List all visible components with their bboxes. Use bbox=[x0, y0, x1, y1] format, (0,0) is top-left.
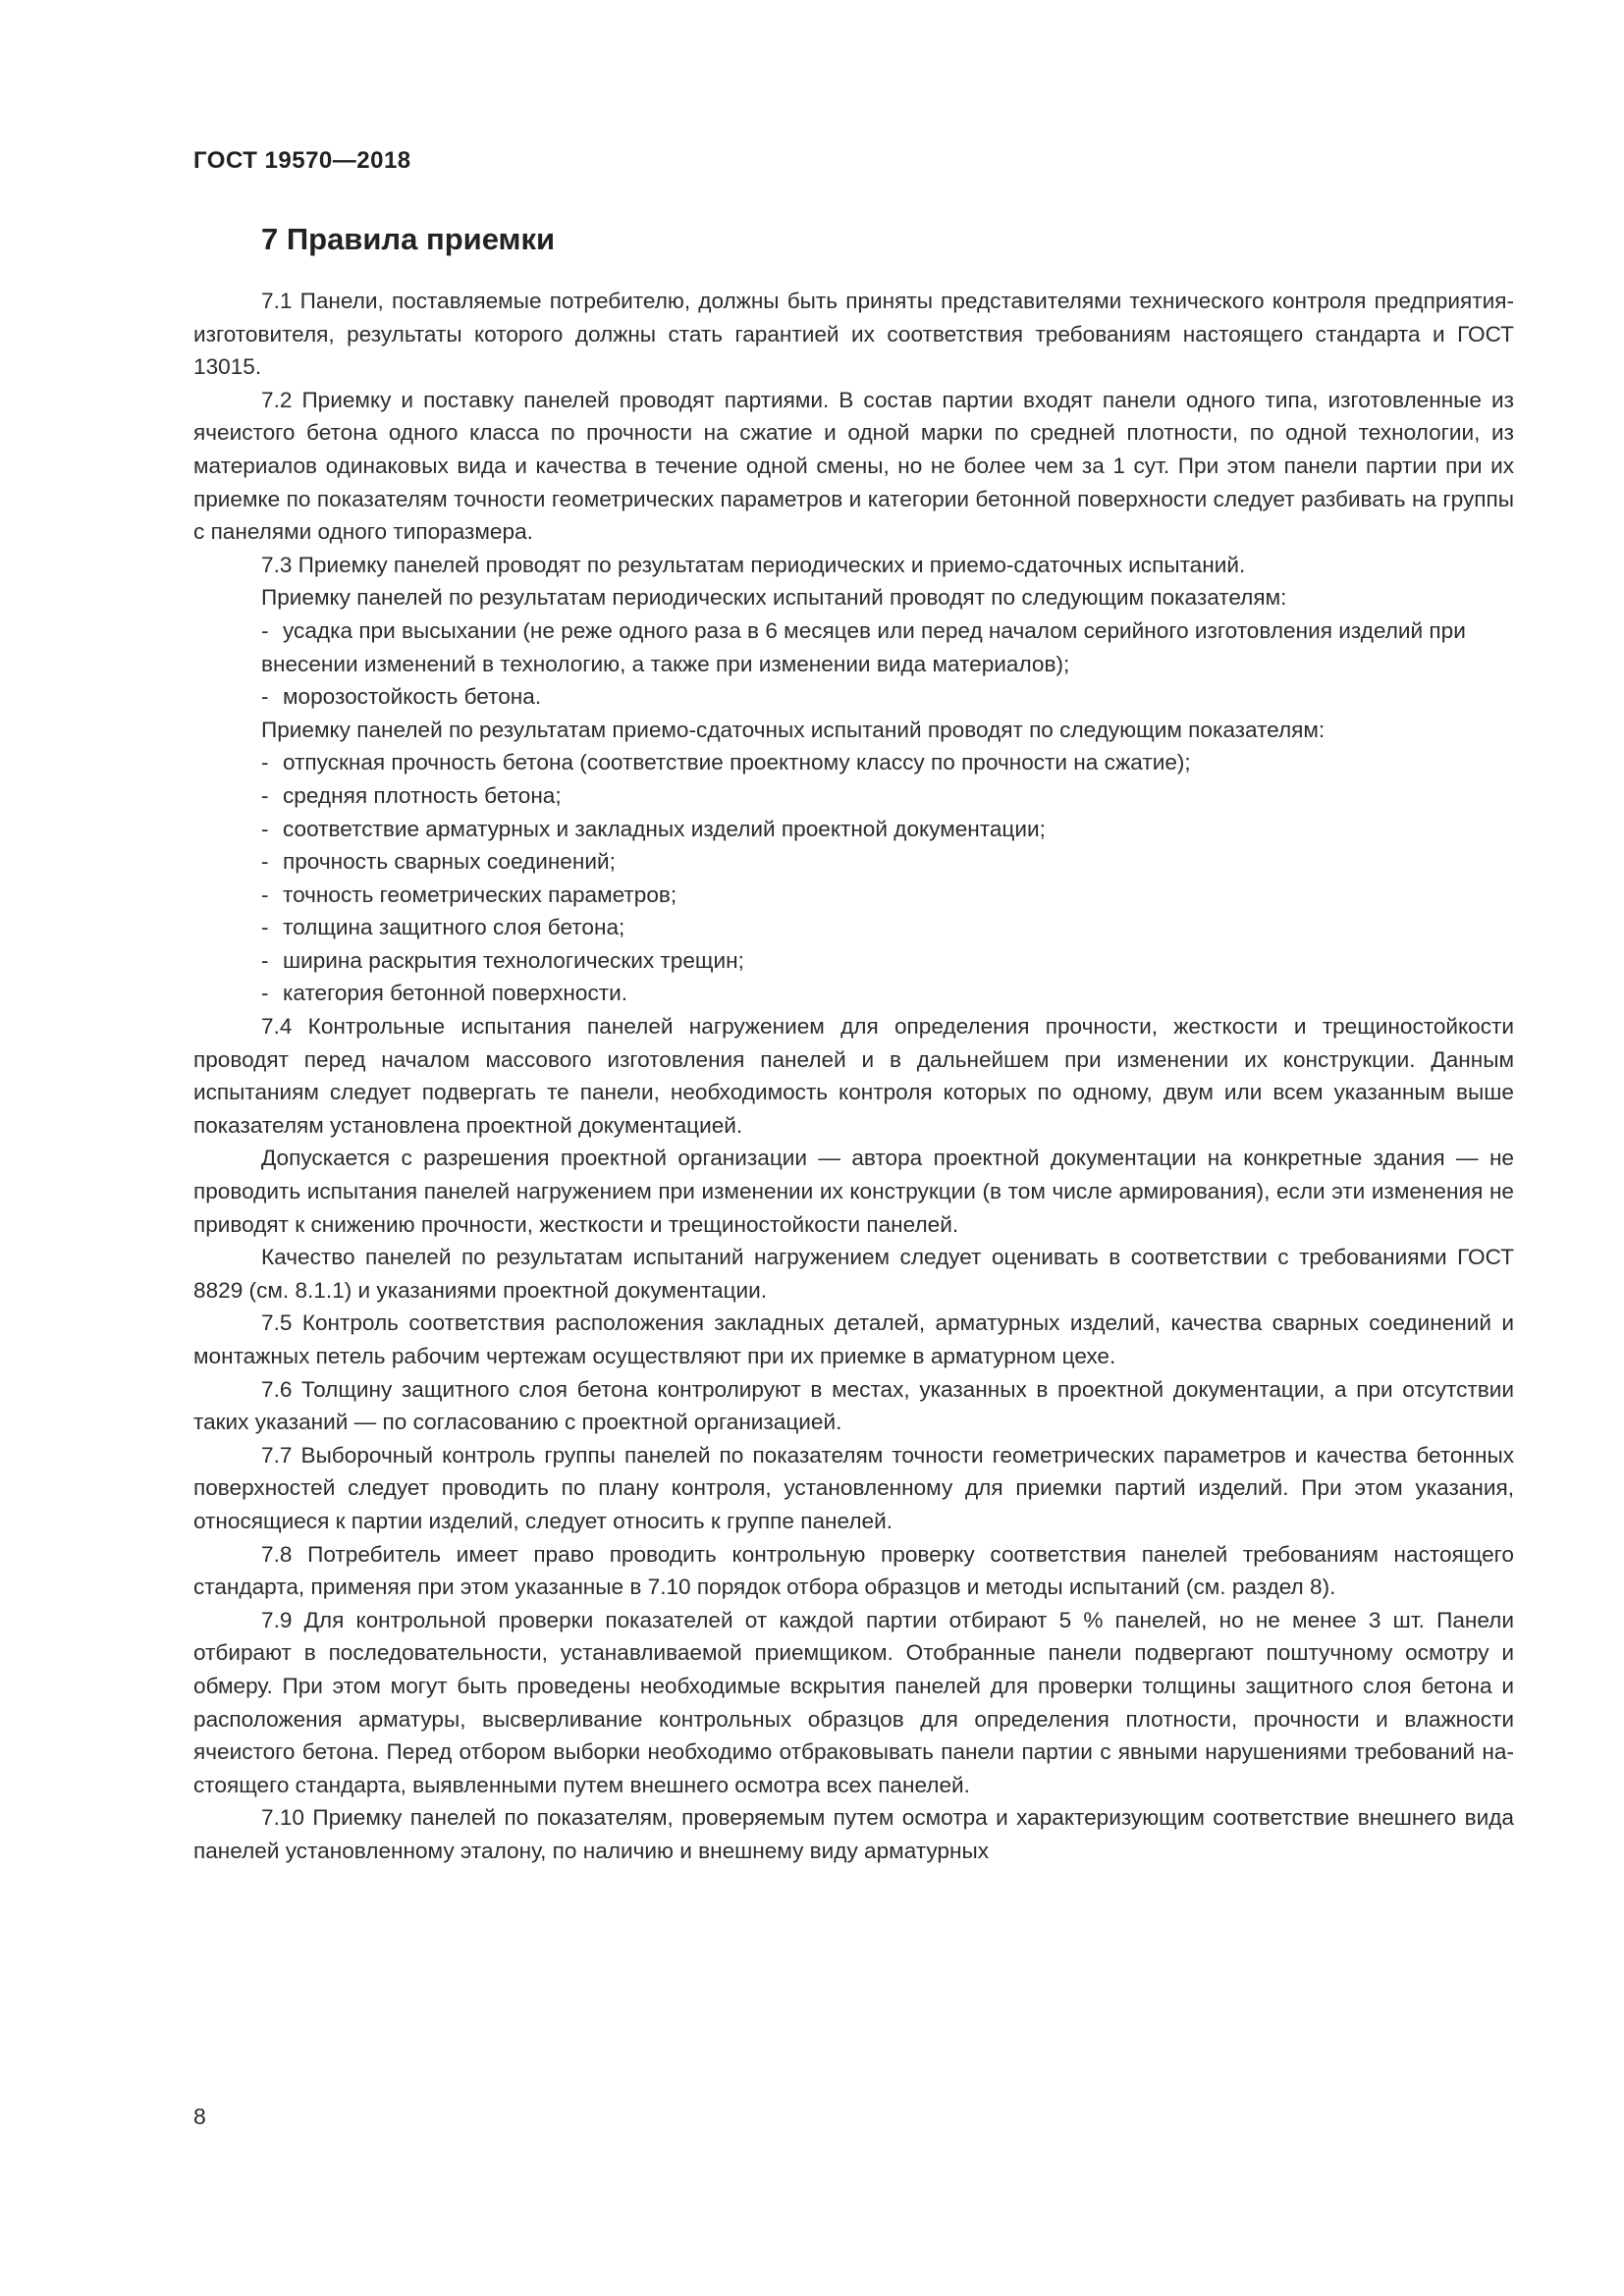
list-item-text: прочность сварных соединений; bbox=[283, 849, 616, 875]
list-item bbox=[193, 779, 1514, 813]
document-code-header: ГОСТ 19570—2018 bbox=[193, 147, 411, 174]
list-item-text: толщина защитного слоя бетона; bbox=[283, 915, 625, 940]
paragraph-7-4-quality: Качество панелей по результатам испытаний нагружением следует оценивать в соответствии с требованиями ГОСТ 8829 (см. 8.1.1) и указаниями проектной документации. bbox=[193, 1245, 1514, 1303]
list-item-text: отпускная прочность бетона (соответствие проектному классу по прочности на сжатие); bbox=[283, 750, 1191, 775]
paragraph-7-3: 7.3 Приемку панелей проводят по результатам периодических и приемо-сдаточных испытаний. bbox=[261, 552, 1246, 577]
list-item-text: морозостойкость бетона. bbox=[283, 684, 542, 710]
paragraph-7-10: 7.10 Приемку панелей по показателям, проверяемым путем осмотра и характеризующим соответствие внешнего вида панелей установленному эталону, по наличию и внешнему виду арматурных bbox=[193, 1805, 1514, 1863]
list-item bbox=[193, 680, 1514, 714]
dash-marker: - bbox=[261, 750, 269, 775]
paragraph-7-3-periodic-intro: Приемку панелей по результатам периодических испытаний проводят по следующим показателям: bbox=[261, 585, 1287, 611]
paragraph-7-7: 7.7 Выборочный контроль группы панелей по показателям точности геометрических параметров и качества бетонных поверхностей следует проводить по плану контроля, установленному для приемки партий изделий. При этом указания, относящиеся к партии изделий, следует относить к группе панелей. bbox=[193, 1442, 1514, 1533]
dash-marker: - bbox=[261, 617, 269, 643]
list-item bbox=[193, 813, 1514, 846]
acceptance-test-list bbox=[193, 746, 1514, 1010]
dash-marker: - bbox=[261, 816, 269, 841]
list-item bbox=[193, 614, 1514, 680]
page-number: 8 bbox=[193, 2104, 206, 2129]
paragraph-7-5: 7.5 Контроль соответствия расположения закладных деталей, арматурных изделий, качества сварных соединений и монтажных петель рабочим чертежам осуществляют при их приемке в арматурном цехе. bbox=[193, 1310, 1514, 1368]
paragraph-7-3-acceptance-intro: Приемку панелей по результатам приемо-сдаточных испытаний проводят по следующим показателям: bbox=[261, 717, 1326, 742]
section-body bbox=[193, 285, 1514, 1868]
dash-marker: - bbox=[261, 849, 269, 875]
list-item bbox=[193, 746, 1514, 779]
paragraph-7-6: 7.6 Толщину защитного слоя бетона контролируют в местах, указанных в проектной документации, а при отсутствии таких указаний — по согласованию с проектной организацией. bbox=[193, 1376, 1514, 1435]
list-item bbox=[193, 845, 1514, 879]
paragraph-7-1: 7.1 Панели, поставляемые потребителю, должны быть приняты представителями технического контроля предприятия-изготовителя, результаты которого должны стать гарантией их соответствия требованиям настоящего стандарта и ГОСТ 13015. bbox=[193, 289, 1514, 380]
list-item-text: категория бетонной поверхности. bbox=[283, 981, 628, 1006]
dash-marker: - bbox=[261, 881, 269, 907]
paragraph-7-8: 7.8 Потребитель имеет право проводить контрольную проверку соответствия панелей требованиям настоящего стандарта, применяя при этом указанные в 7.10 порядок отбора образцов и методы испытаний (см. раздел 8). bbox=[193, 1541, 1514, 1600]
dash-marker: - bbox=[261, 981, 269, 1006]
dash-marker: - bbox=[261, 915, 269, 940]
list-item-text: средняя плотность бетона; bbox=[283, 782, 562, 808]
list-item bbox=[193, 944, 1514, 978]
periodic-test-list bbox=[193, 614, 1514, 714]
dash-marker: - bbox=[261, 684, 269, 710]
list-item bbox=[193, 911, 1514, 944]
list-item-text: усадка при высыхании (не реже одного раза в 6 месяцев или перед началом серийного изготовления изделий при внесении изменений в технологию, а также при изменении вида материалов); bbox=[261, 617, 1466, 676]
paragraph-7-4: 7.4 Контрольные испытания панелей нагружением для определения прочности, жесткости и трещиностойкости проводят перед началом массового изготовления панелей и в дальнейшем при изменении их конструкции. Данным испытаниям следует подвергать те панели, необходимость контроля которых по одному, двум или всем указанным выше показателям установлена проектной документацией. bbox=[193, 1014, 1514, 1138]
section-title: 7 Правила приемки bbox=[261, 222, 556, 256]
paragraph-7-9: 7.9 Для контрольной проверки показателей от каждой партии отбирают 5 % панелей, но не менее 3 шт. Панели отбирают в последовательности, устанавливаемой приемщиком. Отобранные панели подвергают поштучному осмотру и обмеру. При этом могут быть проведены необходимые вскрытия панелей для проверки толщины защитного слоя бетона и расположения арматуры, высверливание контрольных образцов для определения плотности, прочности и влажности ячеистого бетона. Перед отбором выборки необходимо отбраковывать панели партии с явными нарушениями требований настоящего стандарта, выявленными путем внешнего осмотра всех панелей. bbox=[193, 1607, 1514, 1797]
dash-marker: - bbox=[261, 782, 269, 808]
list-item-text: ширина раскрытия технологических трещин; bbox=[283, 947, 744, 973]
paragraph-7-4-permission: Допускается с разрешения проектной организации — автора проектной документации на конкретные здания — не проводить испытания панелей нагружением при изменении их конструкции (в том числе армирования), если эти изменения не приводят к снижению прочности, жесткости и трещиностойкости панелей. bbox=[193, 1146, 1514, 1237]
dash-marker: - bbox=[261, 947, 269, 973]
list-item bbox=[193, 977, 1514, 1010]
paragraph-7-2: 7.2 Приемку и поставку панелей проводят партиями. В состав партии входят панели одного типа, изготовленные из ячеистого бетона одного класса по прочности на сжатие и одной марки по средней плотности, по одной технологии, из материалов одинаковых вида и качества в течение одной смены, но не более чем за 1 сут. При этом панели партии при их приемке по показателям точности геометрических параметров и категории бетонной поверхности следует разбивать на группы с панелями одного типоразмера. bbox=[193, 387, 1514, 545]
list-item bbox=[193, 879, 1514, 912]
list-item-text: точность геометрических параметров; bbox=[283, 881, 677, 907]
list-item-text: соответствие арматурных и закладных изделий проектной документации; bbox=[283, 816, 1046, 841]
